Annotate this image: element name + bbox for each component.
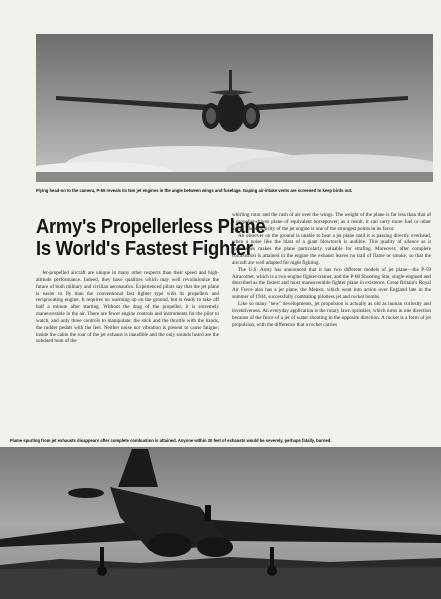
article-column-right <box>232 212 431 328</box>
top-photo-caption: Flying head-on to the camera, P-59 reveals its two jet engines in the angle between wings and fuselage. Gaping air-intake vents are screened to keep birds out. <box>36 188 353 193</box>
article-paragraph: An observer on the ground is unable to hear a jet plane until it is passing directly overhead, when a noise like the blast of a giant blowtorch is audible. This quality of silence as it approaches makes the plane particularly valuable for strafing. Moreover, after complete combustion is attained in the engine the exhaust leaves no trail of flame or smoke, so that the aircraft are well adapted for night fighting. <box>232 232 431 266</box>
article-headline <box>36 216 266 260</box>
p59-ground-illustration <box>0 447 441 599</box>
bottom-photo-p59-on-ground <box>0 447 441 599</box>
top-photo-p59-in-flight <box>36 34 433 182</box>
article-column-left <box>36 270 219 345</box>
article-paragraph: The U.S. Army has announced that it has two different models of jet plane—the P-59 Airacomet, which is a two-engine fighter-trainer, and the P-80 Shooting Star, single-engined and described as the fastest and most maneuverable fighter plane in existence. Great Britain's Royal Air Force also has a jet plane, the Meteor, which went into action over England late in the summer of 1944, successfully combating pilotless jet and rocket bombs. <box>232 266 431 301</box>
bottom-photo-caption: Flame spurting from jet exhausts disappears after complete combustion is attained. Anyone within 30 feet of exhausts would be severely, perhaps fatally, burned. <box>10 438 332 443</box>
p59-flying-illustration <box>36 34 433 182</box>
headline-line-2: Is World's Fastest Fighter <box>36 238 253 260</box>
article-paragraph: Jet-propelled aircraft are unique in many other respects than their speed and high-altitude performance. Indeed, they have qualities which may well revolutionize the future of both military and civilian aeronautics. Experienced pilots say that the jet plane is easier to fly than the conventional fast fighter type with its propellers and reciprocating engine. It requires no warming up on the ground, but is ready to take off half a minute after starting. Without the drag of the propeller, it is extremely maneuverable in the air. There are fewer engine controls and instruments for the pilot to watch, and only three controls to manipulate: the stick and the throttle with the hands, the rudder pedals with the feet. Neither noise nor vibration is present to cause fatigue; inside the cabin the roar of the jet exhaust is inaudible and the only sounds heard are the subdued hum of the <box>36 270 219 345</box>
article-paragraph: whirling rotor and the rush of air over the wings. The weight of the plane is far less than that of a propeller-driven plane of equivalent horsepower; as a result, it can carry more fuel or other loads. The simplicity of the jet engine is one of the strongest points in its favor. <box>232 212 431 232</box>
headline-line-1: Army's Propellerless Plane <box>36 216 266 238</box>
article-paragraph: Like so many "new" developments, jet propulsion is actually as old as human curiosity and inventiveness. An everyday application is the rotary lawn sprinkler, which turns in one direction because of the force of a jet of water shooting in the opposite direction. A rocket is a form of jet propulsion, with the difference that a rocket carries <box>232 300 431 328</box>
